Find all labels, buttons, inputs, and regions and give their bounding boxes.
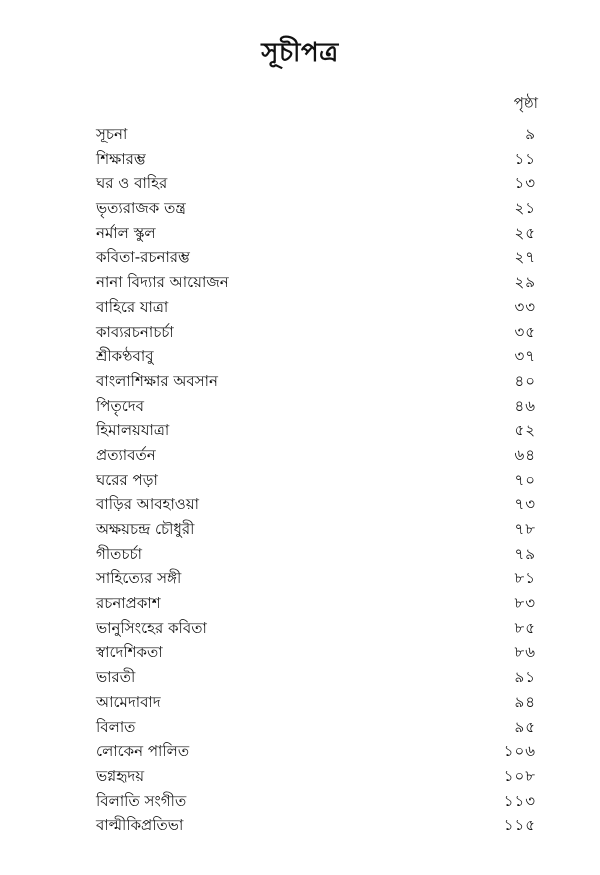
toc-entry-title: লোকেন পালিত (96, 742, 190, 761)
toc-entry-title: আমেদাবাদ (96, 692, 161, 711)
toc-entry-page-number: ২৯ (514, 273, 536, 292)
toc-entry-page-number: ১১৫ (503, 816, 536, 835)
toc-entry (96, 813, 540, 838)
page-column-heading: পৃষ্ঠা (513, 94, 538, 112)
toc-entry (96, 542, 540, 567)
toc-entry-title: রচনাপ্রকাশ (96, 594, 161, 613)
toc-entry (96, 147, 540, 172)
toc-entry (96, 665, 540, 690)
toc-entry-title: পিতৃদেব (96, 396, 144, 415)
toc-entry-page-number: ৮১ (514, 569, 536, 588)
toc-entry-title: সূচনা (96, 125, 128, 143)
toc-entry-page-number: ৯৫ (514, 717, 536, 736)
toc-entry (96, 369, 540, 394)
toc-entry (96, 221, 540, 246)
table-of-contents (96, 122, 540, 838)
toc-entry-title: বাংলাশিক্ষার অবসান (96, 371, 218, 390)
toc-entry (96, 270, 540, 295)
toc-entry-title: বাহিরে যাত্রা (96, 297, 169, 316)
toc-entry-title: অক্ষয়চন্দ্র চৌধুরী (96, 520, 195, 538)
toc-entry (96, 517, 540, 542)
toc-entry (96, 245, 540, 270)
toc-entry-title: হিমালয়যাত্রা (96, 421, 170, 440)
toc-entry (96, 492, 540, 517)
toc-entry-page-number: ৫২ (514, 421, 536, 440)
toc-entry-page-number: ৯৪ (514, 692, 536, 711)
toc-entry-title: কাব্যরচনাচর্চা (96, 322, 174, 341)
toc-entry-title: ঘর ও বাহির (96, 174, 168, 193)
toc-entry-title: সাহিত্যের সঙ্গী (96, 569, 182, 588)
toc-entry (96, 418, 540, 443)
toc-entry (96, 394, 540, 419)
toc-entry (96, 690, 540, 715)
toc-entry-title: স্বাদেশিকতা (96, 643, 163, 662)
toc-entry-title: ভগ্নহৃদয় (96, 766, 145, 785)
toc-entry (96, 764, 540, 789)
toc-entry-page-number: ১০৬ (503, 742, 536, 761)
toc-entry (96, 616, 540, 641)
toc-entry (96, 566, 540, 591)
toc-entry (96, 171, 540, 196)
toc-entry-page-number: ৮৩ (514, 594, 536, 613)
toc-entry-title: ভানুসিংহের কবিতা (96, 618, 207, 637)
toc-entry-page-number: ৭৮ (514, 520, 536, 538)
toc-entry-page-number: ২৭ (514, 248, 536, 267)
toc-entry-page-number: ৬৪ (514, 445, 536, 464)
toc-entry-page-number: ২১ (514, 199, 536, 218)
toc-entry (96, 443, 540, 468)
toc-entry-page-number: ৯১ (514, 668, 536, 687)
toc-entry-page-number: ৮৫ (514, 618, 536, 637)
toc-entry-page-number: ১১ (514, 149, 536, 168)
toc-entry-title: শিক্ষারম্ভ (96, 149, 146, 168)
toc-entry-page-number: ৩৫ (514, 322, 536, 341)
toc-entry-page-number: ৪৬ (514, 396, 536, 415)
toc-entry (96, 715, 540, 740)
toc-entry-page-number: ৭৩ (514, 495, 536, 514)
toc-entry-page-number: ৪০ (514, 371, 536, 390)
toc-entry-title: বাড়ির আবহাওয়া (96, 495, 200, 514)
toc-entry (96, 468, 540, 493)
toc-entry (96, 344, 540, 369)
toc-entry-title: প্রত্যাবর্তন (96, 445, 156, 464)
toc-entry (96, 640, 540, 665)
toc-entry-title: বাল্মীকিপ্রতিভা (96, 816, 184, 835)
toc-entry-title: নর্মাল স্কুল (96, 223, 156, 242)
toc-entry (96, 591, 540, 616)
toc-entry-page-number: ১১৩ (503, 791, 536, 810)
toc-entry-title: ভৃত্যরাজক তন্ত্র (96, 199, 186, 218)
toc-entry-title: বিলাত (96, 717, 136, 736)
toc-entry-title: বিলাতি সংগীত (96, 791, 187, 810)
toc-entry-page-number: ১০৮ (503, 766, 536, 785)
toc-entry-page-number: ৭০ (514, 470, 536, 489)
toc-entry (96, 320, 540, 345)
toc-entry-page-number: ১৩ (514, 174, 536, 193)
toc-entry-title: ভারতী (96, 668, 136, 687)
toc-entry-title: কবিতা-রচনারম্ভ (96, 248, 190, 267)
toc-entry (96, 789, 540, 814)
toc-entry-title: গীতচর্চা (96, 544, 142, 563)
toc-entry-page-number: ৩৩ (514, 297, 536, 316)
toc-entry (96, 122, 540, 147)
toc-entry-title: নানা বিদ্যার আয়োজন (96, 273, 229, 292)
toc-entry-page-number: ৭৯ (514, 544, 536, 563)
toc-entry-title: ঘরের পড়া (96, 470, 158, 489)
toc-entry-title: শ্রীকণ্ঠবাবু (96, 347, 154, 366)
toc-entry (96, 295, 540, 320)
toc-entry (96, 196, 540, 221)
page-title: সূচীপত্র (261, 38, 339, 68)
toc-entry-page-number: ৩৭ (514, 347, 536, 366)
toc-entry-page-number: ২৫ (514, 223, 536, 242)
toc-entry-page-number: ৯ (525, 125, 536, 143)
toc-entry-page-number: ৮৬ (514, 643, 536, 662)
toc-entry (96, 739, 540, 764)
